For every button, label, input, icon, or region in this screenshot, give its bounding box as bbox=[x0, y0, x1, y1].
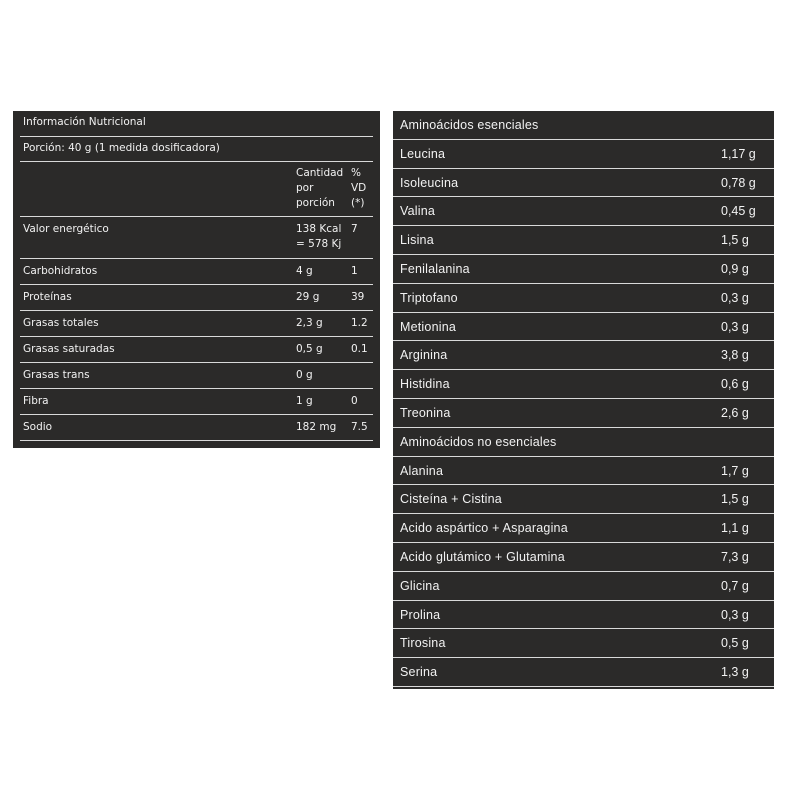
nutrient-amount: 182 mg bbox=[296, 421, 337, 433]
amino-name: Valina bbox=[400, 204, 436, 219]
amino-value: 1,5 g bbox=[721, 492, 749, 507]
nutrient-vd: 1 bbox=[351, 265, 358, 277]
amino-row bbox=[393, 658, 774, 687]
amino-value: 1,7 g bbox=[721, 463, 749, 478]
nutrient-name: Carbohidratos bbox=[23, 265, 98, 277]
section-title: Aminoácidos no esenciales bbox=[400, 434, 557, 449]
amino-value: 0,5 g bbox=[721, 636, 749, 651]
vd-header-3: (*) bbox=[351, 197, 365, 209]
nutrient-name: Fibra bbox=[23, 395, 49, 407]
nutrient-vd: 1.2 bbox=[351, 317, 368, 329]
amino-name: Treonina bbox=[400, 405, 451, 420]
amino-row bbox=[393, 543, 774, 572]
nutrient-row bbox=[20, 389, 373, 415]
amino-name: Lisina bbox=[400, 233, 434, 248]
amino-row bbox=[393, 629, 774, 658]
amino-value: 0,3 g bbox=[721, 319, 749, 334]
amino-value: 0,3 g bbox=[721, 290, 749, 305]
amino-row bbox=[393, 399, 774, 428]
amino-value: 7,3 g bbox=[721, 549, 749, 564]
amino-row bbox=[393, 370, 774, 399]
amino-value: 0,6 g bbox=[721, 377, 749, 392]
nutrient-vd: 0.1 bbox=[351, 343, 368, 355]
amino-row bbox=[393, 601, 774, 630]
amino-value: 2,6 g bbox=[721, 405, 749, 420]
amount-header-2: por bbox=[296, 182, 314, 194]
amino-row bbox=[393, 514, 774, 543]
nutrient-name: Grasas totales bbox=[23, 317, 99, 329]
amino-name: Acido aspártico + Asparagina bbox=[400, 521, 568, 536]
nutrient-row bbox=[20, 259, 373, 285]
amino-name: Serina bbox=[400, 665, 438, 680]
amino-row bbox=[393, 255, 774, 284]
nutrient-vd: 0 bbox=[351, 395, 358, 407]
nutrition-title: Información Nutricional bbox=[23, 116, 146, 128]
amino-value: 0,9 g bbox=[721, 261, 749, 276]
amino-value: 3,8 g bbox=[721, 348, 749, 363]
nutrient-row bbox=[20, 337, 373, 363]
amino-value: 1,1 g bbox=[721, 521, 749, 536]
nutrient-name: Grasas saturadas bbox=[23, 343, 115, 355]
amino-name: Metionina bbox=[400, 319, 456, 334]
nutrient-row bbox=[20, 311, 373, 337]
nutrition-title-row bbox=[20, 111, 373, 137]
amino-name: Fenilalanina bbox=[400, 261, 470, 276]
portion-row bbox=[20, 137, 373, 162]
nutrient-name: Grasas trans bbox=[23, 369, 90, 381]
nutrient-amount: 0,5 g bbox=[296, 343, 323, 355]
energy-name: Valor energético bbox=[23, 223, 109, 235]
amino-value: 0,78 g bbox=[721, 175, 756, 190]
amino-name: Cisteína + Cistina bbox=[400, 492, 502, 507]
nutrient-row bbox=[20, 415, 373, 441]
nutrient-name: Sodio bbox=[23, 421, 53, 433]
nutrient-row bbox=[20, 363, 373, 389]
vd-header-2: VD bbox=[351, 182, 367, 194]
nutrient-vd: 39 bbox=[351, 291, 365, 303]
nutrient-amount: 1 g bbox=[296, 395, 313, 407]
nutrient-name: Proteínas bbox=[23, 291, 72, 303]
amino-row bbox=[393, 485, 774, 514]
energy-vd: 7 bbox=[351, 223, 358, 235]
energy-amount-kcal: 138 Kcal bbox=[296, 223, 342, 235]
amino-name: Triptofano bbox=[400, 290, 458, 305]
amino-acid-table bbox=[393, 111, 774, 689]
energy-row bbox=[20, 217, 373, 259]
amino-row bbox=[393, 313, 774, 342]
amino-row bbox=[393, 572, 774, 601]
nutrient-amount: 29 g bbox=[296, 291, 320, 303]
amino-name: Tirosina bbox=[400, 636, 446, 651]
amino-row bbox=[393, 457, 774, 486]
nutrient-row bbox=[20, 285, 373, 311]
amount-header-1: Cantidad bbox=[296, 167, 344, 179]
amino-row bbox=[393, 140, 774, 169]
amino-name: Glicina bbox=[400, 578, 440, 593]
nutrient-amount: 4 g bbox=[296, 265, 313, 277]
nutrient-amount: 0 g bbox=[296, 369, 313, 381]
amino-row bbox=[393, 284, 774, 313]
amino-value: 1,5 g bbox=[721, 233, 749, 248]
nutrient-vd: 7.5 bbox=[351, 421, 368, 433]
nutrition-facts-table bbox=[13, 111, 380, 448]
amino-row bbox=[393, 169, 774, 198]
section-title: Aminoácidos esenciales bbox=[400, 118, 539, 132]
amino-row bbox=[393, 341, 774, 370]
energy-amount-kj: = 578 Kj bbox=[296, 238, 342, 250]
amino-value: 0,7 g bbox=[721, 578, 749, 593]
column-header-row bbox=[20, 162, 373, 217]
portion-text: Porción: 40 g (1 medida dosificadora) bbox=[23, 142, 220, 154]
amino-name: Prolina bbox=[400, 607, 441, 622]
amino-row bbox=[393, 226, 774, 255]
amino-name: Arginina bbox=[400, 348, 448, 363]
amino-name: Histidina bbox=[400, 377, 450, 392]
essential-section-title bbox=[393, 111, 774, 140]
nonessential-section-title bbox=[393, 428, 774, 457]
amount-header-3: porción bbox=[296, 197, 335, 209]
amino-value: 1,3 g bbox=[721, 665, 749, 680]
amino-name: Alanina bbox=[400, 463, 444, 478]
amino-row bbox=[393, 197, 774, 226]
amino-value: 0,3 g bbox=[721, 607, 749, 622]
vd-header-1: % bbox=[351, 167, 361, 179]
amino-value: 1,17 g bbox=[721, 146, 756, 161]
amino-name: Acido glutámico + Glutamina bbox=[400, 549, 565, 564]
amino-name: Isoleucina bbox=[400, 175, 459, 190]
nutrient-amount: 2,3 g bbox=[296, 317, 323, 329]
amino-name: Leucina bbox=[400, 146, 446, 161]
amino-value: 0,45 g bbox=[721, 204, 756, 219]
